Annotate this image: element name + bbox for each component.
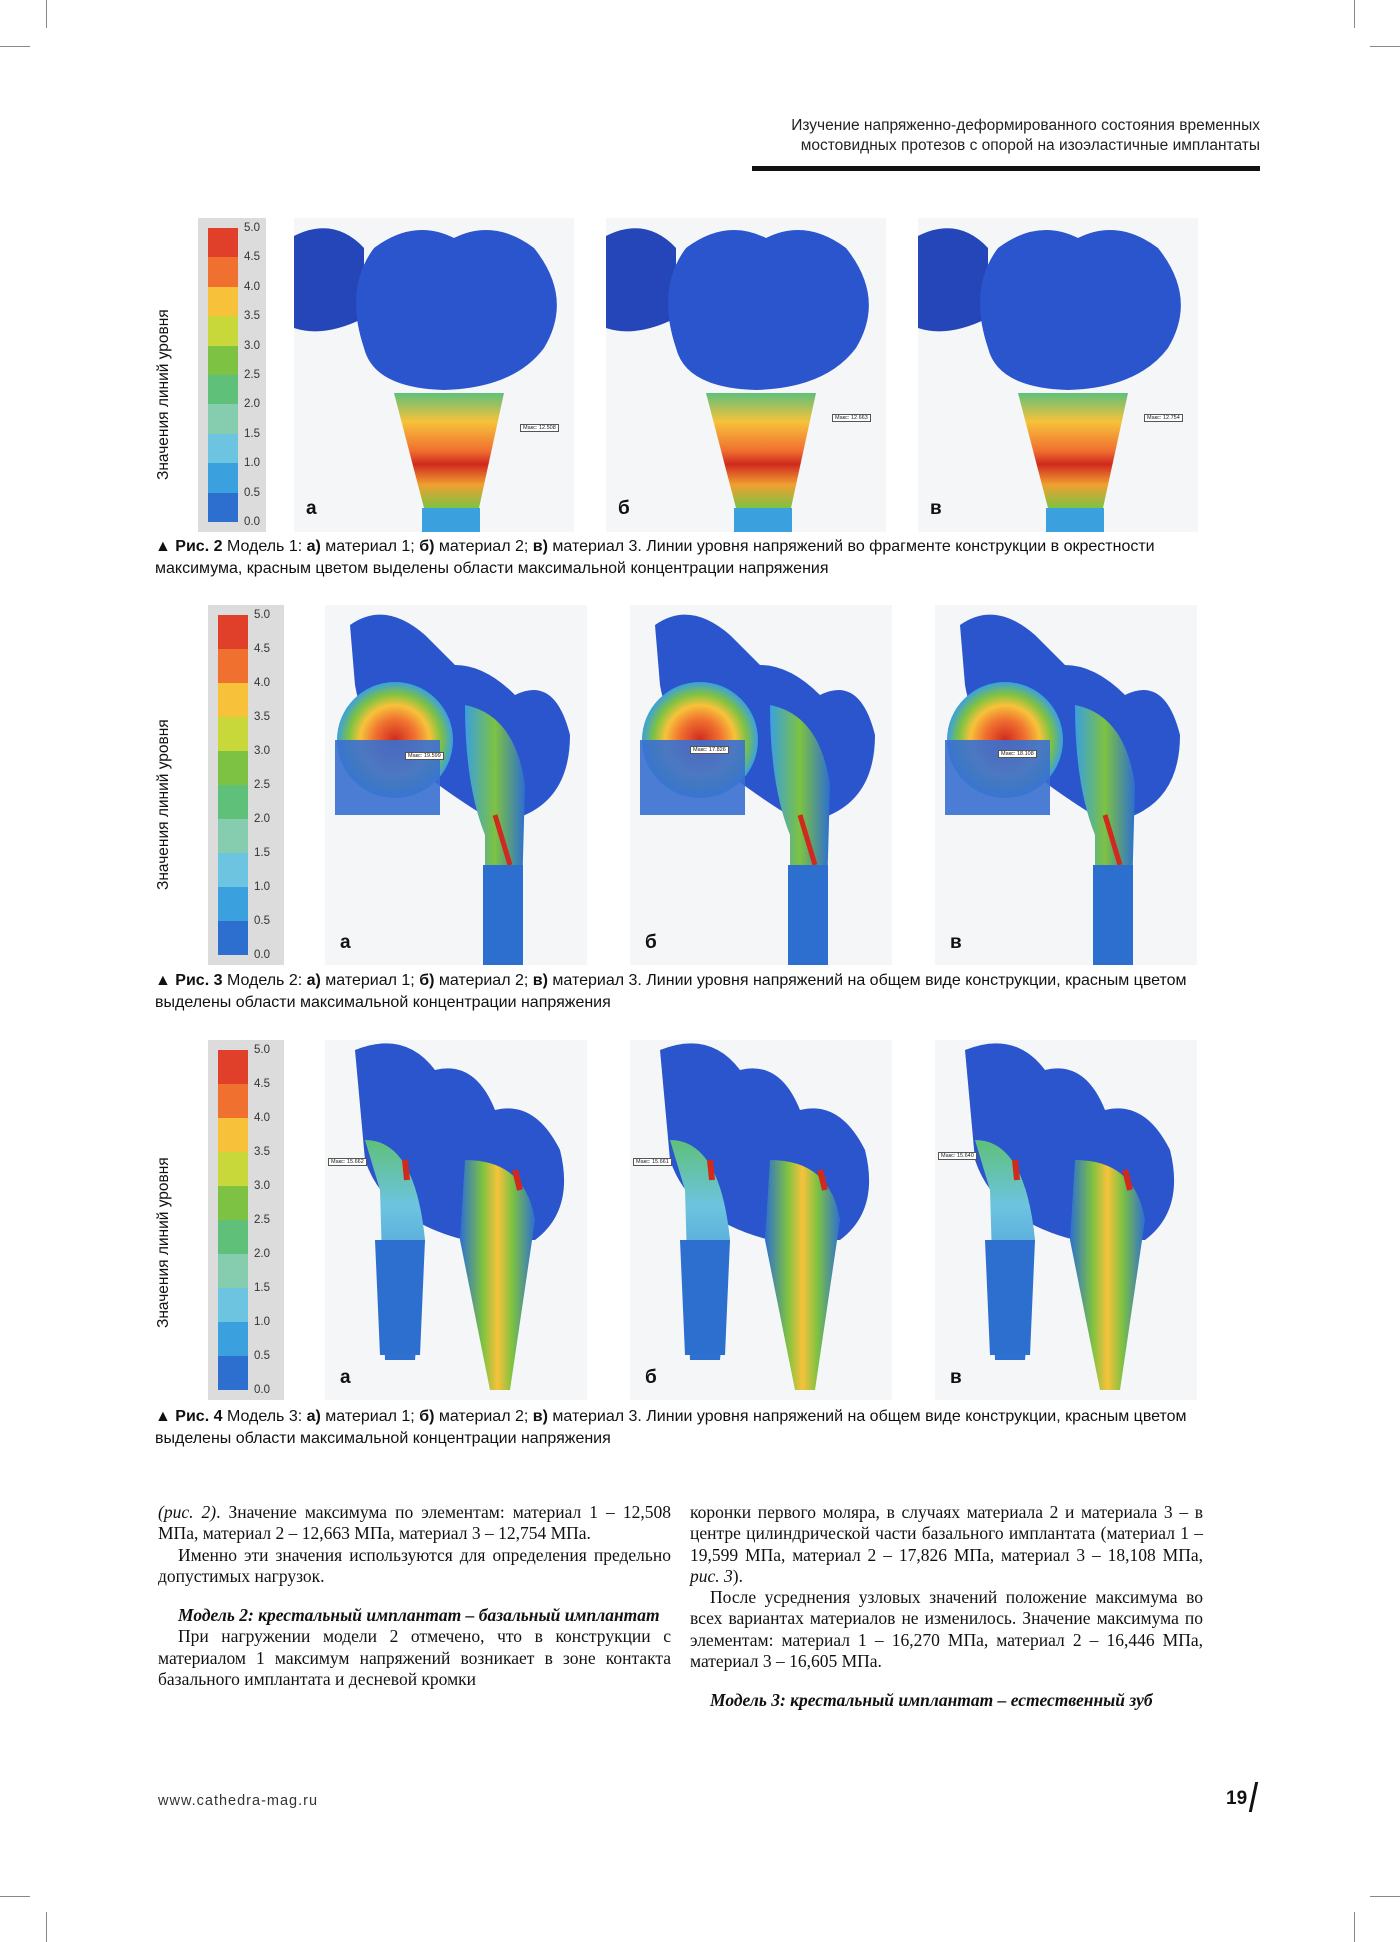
fig4-caption-b-text: материал 2; <box>438 1408 529 1425</box>
fig3-panel-c <box>935 605 1197 965</box>
stress-model-image <box>294 218 574 532</box>
fig2-panel-b <box>606 218 886 532</box>
color-scale-tick: 1.0 <box>244 457 260 470</box>
color-scale-tick: 2.5 <box>244 368 260 381</box>
crop-mark <box>46 1912 47 1942</box>
color-scale-band <box>218 1220 248 1254</box>
color-scale-band <box>208 228 238 257</box>
color-scale-band <box>218 1356 248 1390</box>
fig3-label-a: а <box>340 932 351 953</box>
fig4-caption-a-text: материал 1; <box>325 1408 415 1425</box>
running-header-line1: Изучение напряженно-деформированного состояния временных <box>791 117 1260 134</box>
color-scale-band <box>218 921 248 955</box>
fig4-caption-a: а) <box>306 1408 321 1425</box>
max-tag: Макс: 15.661 <box>633 1158 672 1166</box>
color-scale <box>198 218 266 532</box>
max-tag: Макс: 15.662 <box>328 1158 367 1166</box>
color-scale-tick: 5.0 <box>254 1044 270 1056</box>
scale-axis-label: Значения линий уровня <box>155 309 172 480</box>
paragraph: коронки первого моляра, в случаях материала 2 и материала 3 – в центре цилиндрической части базального имплантата (материал 1 – 19,599 МПа, материал 2 – 17,826 МПа, материал 3 – 18,108 МПа, рис. 3). <box>690 1502 1203 1586</box>
color-scale-band <box>208 493 238 522</box>
color-scale-tick: 5.0 <box>254 609 270 621</box>
fig3-caption-b: б) <box>419 972 435 989</box>
max-tag: Макс: 12.663 <box>832 414 871 422</box>
color-scale-tick: 3.0 <box>254 1180 270 1192</box>
color-scale-band <box>208 257 238 286</box>
fig3-panel-b <box>630 605 892 965</box>
color-scale-band <box>218 1322 248 1356</box>
color-scale-tick: 3.5 <box>244 310 260 323</box>
body-column-right <box>690 1502 1203 1712</box>
fig2-label-c: в <box>930 498 942 519</box>
paragraph: (рис. 2). Значение максимума по элементам: материал 1 – 12,508 МПа, материал 2 – 12,663 МПа, материал 3 – 12,754 МПа. <box>158 1502 671 1544</box>
max-tag: Макс: 17.826 <box>690 746 729 754</box>
color-scale-band <box>208 463 238 492</box>
color-scale-band <box>218 887 248 921</box>
fig4-caption-label: Рис. 4 <box>175 1408 223 1425</box>
color-scale-tick: 3.0 <box>244 339 260 352</box>
color-scale-ticks <box>254 609 270 961</box>
color-scale-tick: 0.5 <box>244 486 260 499</box>
fig2-caption-b: б) <box>419 538 435 555</box>
color-scale-band <box>218 1118 248 1152</box>
crop-mark <box>1370 46 1400 47</box>
color-scale <box>208 605 284 965</box>
color-scale-band <box>218 785 248 819</box>
fig2-caption <box>155 536 1200 580</box>
crop-mark <box>1370 1896 1400 1897</box>
color-scale-tick: 2.0 <box>254 813 270 825</box>
color-scale-band <box>208 434 238 463</box>
color-scale-tick: 2.0 <box>244 398 260 411</box>
color-scale-tick: 1.0 <box>254 1316 270 1328</box>
paragraph: После усреднения узловых значений положение максимума во всех вариантах материалов не изменилось. Значение максимума по элементам: материал 1 – 16,270 МПа, материал 2 – 16,446 МПа, материал 3 – 16,605 МПа. <box>690 1587 1203 1672</box>
page-number-slash <box>1249 1782 1258 1812</box>
figure-ref: рис. 3 <box>690 1565 733 1586</box>
fig4-caption <box>155 1406 1200 1450</box>
color-scale-tick: 4.5 <box>254 643 270 655</box>
max-tag: Макс: 19.599 <box>405 752 444 760</box>
stress-model-image <box>325 605 587 965</box>
scale-axis-label: Значения линий уровня <box>155 719 172 890</box>
body-column-left <box>158 1502 671 1690</box>
triangle-icon: ▲ <box>155 538 176 555</box>
paragraph: Именно эти значения используются для определения предельно допустимых нагрузок. <box>158 1544 671 1586</box>
fig3-caption-a-text: материал 1; <box>325 972 415 989</box>
fig4-label-c: в <box>950 1367 962 1388</box>
color-scale-tick: 0.0 <box>254 1384 270 1396</box>
running-header-line2: мостовидных протезов с опорой на изоэластичные имплантаты <box>800 137 1260 154</box>
color-scale-tick: 1.5 <box>254 1282 270 1294</box>
page-number: 19 <box>1226 1788 1248 1809</box>
fig2-caption-c: в) <box>532 538 548 555</box>
stress-model-image <box>918 218 1198 532</box>
fig4-caption-model: Модель 3: <box>226 1408 303 1425</box>
color-scale-bars <box>208 228 238 522</box>
color-scale-band <box>208 346 238 375</box>
color-scale-tick: 0.0 <box>254 949 270 961</box>
stress-model-image <box>935 1040 1197 1400</box>
color-scale-tick: 2.0 <box>254 1248 270 1260</box>
color-scale-band <box>218 1186 248 1220</box>
color-scale-tick: 2.5 <box>254 1214 270 1226</box>
fig3-caption-c-text: материал 3. Линии уровня напряжений на общем виде конструкции, красным цветом выделены области максимальной концентрации напряжения <box>155 972 1187 1011</box>
fig3-caption-model: Модель 2: <box>226 972 303 989</box>
fig4-caption-b: б) <box>419 1408 435 1425</box>
fig2-caption-b-text: материал 2; <box>438 538 529 555</box>
fig3-caption-b-text: материал 2; <box>438 972 529 989</box>
color-scale-band <box>208 404 238 433</box>
color-scale-band <box>218 717 248 751</box>
stress-model-image <box>935 605 1197 965</box>
crop-mark <box>0 46 30 47</box>
color-scale-tick: 0.5 <box>254 1350 270 1362</box>
color-scale-band <box>218 1288 248 1322</box>
fig3-caption-label: Рис. 3 <box>175 972 223 989</box>
fig3-label-b: б <box>645 932 657 953</box>
section-heading: Модель 2: крестальный имплантат – базальный имплантат <box>178 1605 660 1626</box>
color-scale-band <box>208 287 238 316</box>
color-scale-band <box>218 751 248 785</box>
fig3-caption-c: в) <box>532 972 548 989</box>
crop-mark <box>0 1896 30 1897</box>
fig2-panel-c <box>918 218 1198 532</box>
max-tag: Макс: 12.754 <box>1144 414 1183 422</box>
color-scale-tick: 0.5 <box>254 915 270 927</box>
header-rule <box>752 166 1260 171</box>
color-scale-band <box>218 615 248 649</box>
fig4-panel-b <box>630 1040 892 1400</box>
stress-model-image <box>630 605 892 965</box>
stress-model-image <box>325 1040 587 1400</box>
color-scale-band <box>218 1084 248 1118</box>
triangle-icon: ▲ <box>155 972 176 989</box>
max-tag: Макс: 18.108 <box>998 750 1037 758</box>
stress-model-image <box>606 218 886 532</box>
color-scale-bars <box>218 615 248 955</box>
fig3-panel-a <box>325 605 587 965</box>
color-scale-tick: 3.5 <box>254 1146 270 1158</box>
fig4-panel-c <box>935 1040 1197 1400</box>
fig4-label-b: б <box>645 1367 657 1388</box>
max-tag: Макс: 12.508 <box>520 424 559 432</box>
paragraph: При нагружении модели 2 отмечено, что в конструкции с материалом 1 максимум напряжений возникает в зоне контакта базального имплантата и десневой кромки <box>158 1626 671 1690</box>
color-scale-tick: 2.5 <box>254 779 270 791</box>
stress-model-image <box>630 1040 892 1400</box>
fig4-caption-c: в) <box>532 1408 548 1425</box>
color-scale-tick: 4.0 <box>254 677 270 689</box>
color-scale-tick: 5.0 <box>244 222 260 234</box>
fig2-caption-c-text: материал 3. Линии уровня напряжений во фрагменте конструкции в окрестности максимума, красным цветом выделены области максимальной концентрации напряжения <box>155 538 1155 577</box>
fig3-caption-a: а) <box>306 972 321 989</box>
color-scale-tick: 1.5 <box>244 427 260 440</box>
color-scale-tick: 4.5 <box>254 1078 270 1090</box>
footer-url: www.cathedra-mag.ru <box>158 1793 319 1809</box>
color-scale-tick: 1.0 <box>254 881 270 893</box>
fig4-label-a: а <box>340 1367 351 1388</box>
color-scale-ticks <box>254 1044 270 1396</box>
crop-mark <box>1354 1912 1355 1942</box>
color-scale-band <box>218 1152 248 1186</box>
fig2-panel-a <box>294 218 574 532</box>
color-scale-tick: 0.0 <box>244 515 260 528</box>
fig2-caption-a: а) <box>306 538 321 555</box>
fig4-caption-c-text: материал 3. Линии уровня напряжений на общем виде конструкции, красным цветом выделены области максимальной концентрации напряжения <box>155 1408 1187 1447</box>
max-tag: Макс: 15.640 <box>938 1152 977 1160</box>
color-scale-band <box>218 1050 248 1084</box>
scale-axis-label: Значения линий уровня <box>155 1157 172 1328</box>
color-scale-tick: 3.5 <box>254 711 270 723</box>
figure-ref: (рис. 2) <box>158 1502 217 1522</box>
color-scale <box>208 1040 284 1400</box>
color-scale-tick: 4.5 <box>244 251 260 264</box>
color-scale-band <box>218 819 248 853</box>
color-scale-ticks <box>244 222 260 528</box>
fig2-caption-label: Рис. 2 <box>175 538 223 555</box>
color-scale-tick: 1.5 <box>254 847 270 859</box>
color-scale-band <box>208 316 238 345</box>
fig3-label-c: в <box>950 932 962 953</box>
color-scale-band <box>218 1254 248 1288</box>
color-scale-tick: 3.0 <box>254 745 270 757</box>
crop-mark <box>46 0 47 28</box>
color-scale-bars <box>218 1050 248 1390</box>
fig2-label-b: б <box>618 498 630 519</box>
running-header <box>500 116 1260 156</box>
color-scale-tick: 4.0 <box>254 1112 270 1124</box>
fig2-caption-model: Модель 1: <box>226 538 303 555</box>
color-scale-band <box>208 375 238 404</box>
color-scale-band <box>218 649 248 683</box>
fig2-label-a: а <box>306 498 317 519</box>
crop-mark <box>1354 0 1355 28</box>
color-scale-band <box>218 683 248 717</box>
triangle-icon: ▲ <box>155 1408 176 1425</box>
fig3-caption <box>155 970 1200 1014</box>
fig2-caption-a-text: материал 1; <box>325 538 415 555</box>
fig4-panel-a <box>325 1040 587 1400</box>
color-scale-tick: 4.0 <box>244 280 260 293</box>
color-scale-band <box>218 853 248 887</box>
section-heading: Модель 3: крестальный имплантат – естественный зуб <box>710 1690 1153 1711</box>
